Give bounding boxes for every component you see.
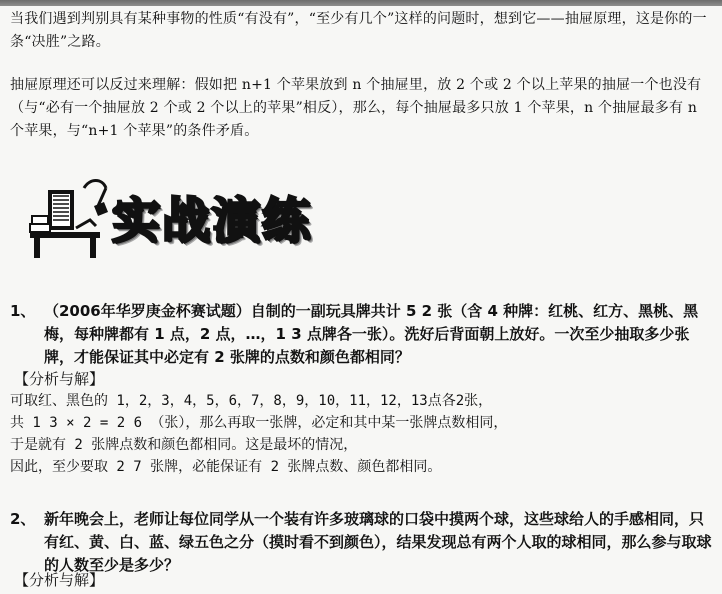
question-text: （2006年华罗庚金杯赛试题）自制的一副玩具牌共计 5 2 张（含 4 种牌：红桃、红方、黑桃、黑梅，每种牌都有 1 点，2 点，…，1 3 点牌各一张）。洗好后背面朝上放好。一次至少抽取多少张牌，才能保证其中必定有 2 张牌的点数和颜色都相同？ [44, 302, 699, 366]
analysis-label-2: 【分析与解】 [14, 571, 105, 589]
answer-line: 因此，至少要取 2 7 张牌，必能保证有 2 张牌点数、颜色都相同。 [10, 459, 442, 475]
question-2 [10, 508, 718, 577]
intro-paragraph-1: 当我们遇到判别具有某种事物的性质“有没有”，“至少有几个”这样的问题时，想到它——抽屉原理，这是你的一条“决胜”之路。 [10, 11, 707, 50]
banner-title [112, 176, 372, 256]
question-1 [10, 300, 718, 369]
intro-paragraph-2: 抽屉原理还可以反过来理解：假如把 n+1 个苹果放到 n 个抽屉里，放 2 个或 2 个以上苹果的抽屉一个也没有（与“必有一个抽屉放 2 个或 2 个以上的苹果”相反），那么，每个抽屉最多只放 1 个苹果，n 个抽屉最多有 n 个苹果，与“n+1 个苹果”的条件矛盾。 [10, 77, 702, 139]
answer-line: 于是就有 2 张牌点数和颜色都相同。这是最坏的情况， [10, 437, 358, 453]
answer-line: 共 1 3 × 2 = 2 6 （张），那么再取一张牌，必定和其中某一张牌点数相同， [10, 415, 508, 431]
desk-lamp-icon [20, 170, 112, 260]
question-number: 2、 [10, 510, 36, 528]
answer-1 [10, 390, 715, 478]
section-banner [20, 170, 380, 260]
question-number: 1、 [10, 302, 36, 320]
answer-line: 可取红、黑色的 1，2，3，4，5，6，7，8，9，10，11，12，13点各2张， [10, 393, 493, 409]
cropped-top-line [0, 0, 722, 6]
question-text: 新年晚会上，老师让每位同学从一个装有许多玻璃球的口袋中摸两个球，这些球给人的手感相同，只有红、黄、白、蓝、绿五色之分（摸时看不到颜色），结果发现总有两个人取的球相同，那么参与取球的人数至少是多少？ [44, 510, 712, 574]
banner-title-text: 实战演练 [112, 192, 313, 249]
analysis-label-1: 【分析与解】 [14, 370, 105, 388]
